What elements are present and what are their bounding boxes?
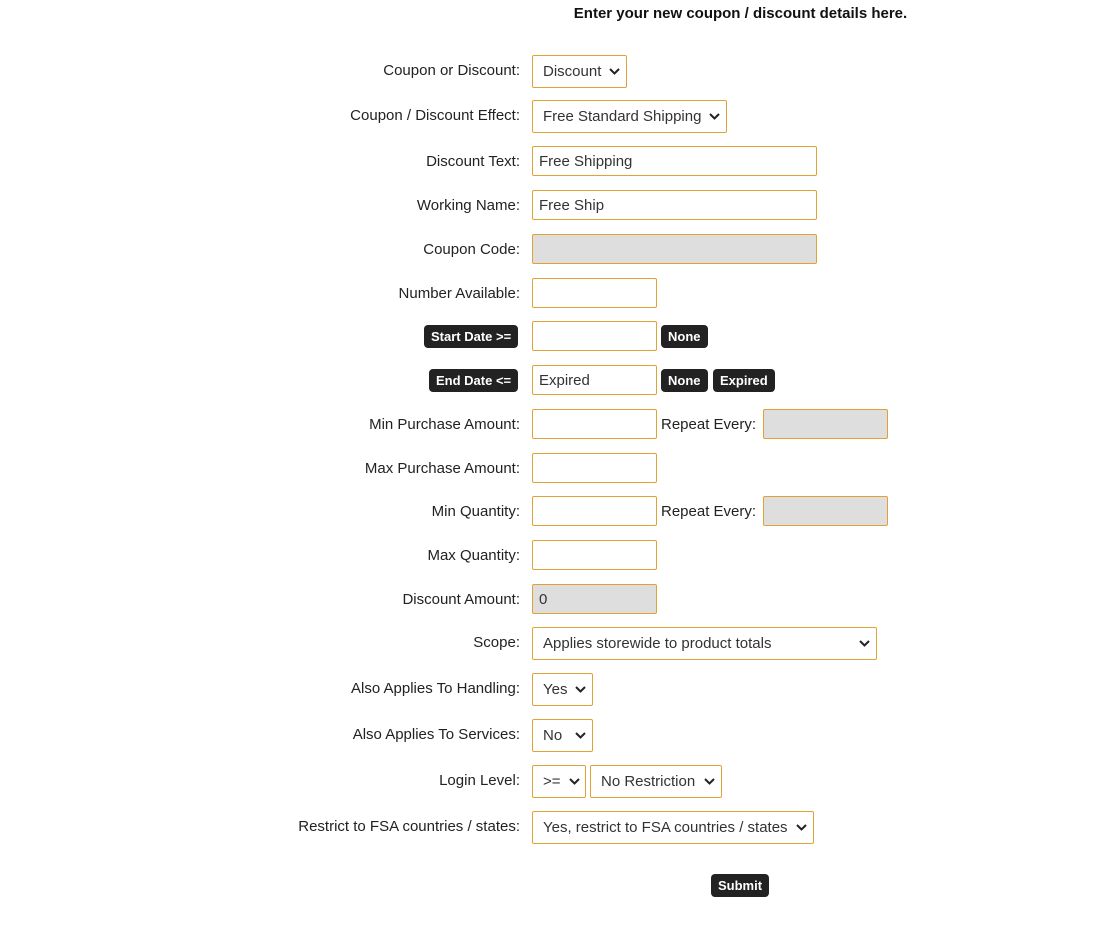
min-quantity-repeat-label: Repeat Every: xyxy=(661,503,757,520)
chevron-down-icon xyxy=(851,640,870,647)
end-date-expired-button[interactable]: Expired xyxy=(713,369,775,392)
row-coupon-code xyxy=(0,234,1110,266)
max-purchase-input[interactable] xyxy=(532,453,657,483)
login-level-operator-select[interactable] xyxy=(532,765,586,798)
working-name-input[interactable] xyxy=(532,190,817,220)
effect-label: Coupon / Discount Effect: xyxy=(350,107,520,124)
row-fsa xyxy=(0,811,1110,843)
max-quantity-label: Max Quantity: xyxy=(427,547,520,564)
services-select[interactable] xyxy=(532,719,593,752)
discount-amount-input xyxy=(532,584,657,614)
login-level-operator-value: >= xyxy=(543,773,561,790)
number-available-label: Number Available: xyxy=(398,285,520,302)
fsa-label: Restrict to FSA countries / states: xyxy=(298,818,520,835)
end-date-button[interactable]: End Date <= xyxy=(429,369,518,392)
end-date-none-button[interactable]: None xyxy=(661,369,708,392)
min-purchase-label: Min Purchase Amount: xyxy=(369,416,520,433)
row-min-quantity xyxy=(0,496,1110,528)
min-purchase-repeat-input xyxy=(763,409,888,439)
login-level-select[interactable] xyxy=(590,765,722,798)
row-services xyxy=(0,719,1110,751)
services-value: No xyxy=(543,727,563,744)
chevron-down-icon xyxy=(701,113,720,120)
discount-text-input[interactable] xyxy=(532,146,817,176)
min-quantity-input[interactable] xyxy=(532,496,657,526)
handling-label: Also Applies To Handling: xyxy=(351,680,520,697)
row-start-date xyxy=(0,321,1110,353)
start-date-input[interactable] xyxy=(532,321,657,351)
chevron-down-icon xyxy=(601,68,620,75)
start-date-button[interactable]: Start Date >= xyxy=(424,325,518,348)
chevron-down-icon xyxy=(696,778,715,785)
row-coupon-or-discount xyxy=(0,55,1110,87)
login-level-value: No Restriction xyxy=(601,773,696,790)
end-date-input[interactable] xyxy=(532,365,657,395)
min-purchase-input[interactable] xyxy=(532,409,657,439)
working-name-label: Working Name: xyxy=(416,197,520,214)
row-handling xyxy=(0,673,1110,705)
fsa-select[interactable] xyxy=(532,811,814,844)
start-date-none-button[interactable]: None xyxy=(661,325,708,348)
scope-label: Scope: xyxy=(473,634,520,651)
min-purchase-repeat-label: Repeat Every: xyxy=(661,416,757,433)
row-working-name xyxy=(0,190,1110,222)
chevron-down-icon xyxy=(567,686,586,693)
effect-select[interactable] xyxy=(532,100,727,133)
services-label: Also Applies To Services: xyxy=(352,726,520,743)
min-quantity-label: Min Quantity: xyxy=(431,503,520,520)
row-max-purchase xyxy=(0,453,1110,485)
effect-value: Free Standard Shipping xyxy=(543,108,702,125)
handling-select[interactable] xyxy=(532,673,593,706)
row-end-date xyxy=(0,365,1110,397)
row-effect xyxy=(0,100,1110,132)
row-discount-amount xyxy=(0,584,1110,616)
login-level-label: Login Level: xyxy=(439,772,520,789)
row-login-level xyxy=(0,765,1110,797)
handling-value: Yes xyxy=(543,681,568,698)
coupon-or-discount-label: Coupon or Discount: xyxy=(383,62,520,79)
min-quantity-repeat-input xyxy=(763,496,888,526)
max-purchase-label: Max Purchase Amount: xyxy=(364,460,520,477)
max-quantity-input[interactable] xyxy=(532,540,657,570)
row-scope xyxy=(0,627,1110,659)
row-discount-text xyxy=(0,146,1110,178)
coupon-or-discount-select[interactable] xyxy=(532,55,627,88)
chevron-down-icon xyxy=(567,732,586,739)
scope-value: Applies storewide to product totals xyxy=(543,635,772,652)
chevron-down-icon xyxy=(561,778,580,785)
scope-select[interactable] xyxy=(532,627,877,660)
submit-button[interactable]: Submit xyxy=(711,874,769,897)
row-min-purchase xyxy=(0,409,1110,441)
discount-amount-label: Discount Amount: xyxy=(402,591,520,608)
row-max-quantity xyxy=(0,540,1110,572)
row-number-available xyxy=(0,278,1110,310)
number-available-input[interactable] xyxy=(532,278,657,308)
coupon-code-input xyxy=(532,234,817,264)
coupon-or-discount-value: Discount xyxy=(543,63,602,80)
coupon-code-label: Coupon Code: xyxy=(423,241,520,258)
discount-text-label: Discount Text: xyxy=(426,153,520,170)
chevron-down-icon xyxy=(788,824,807,831)
page-title: Enter your new coupon / discount details here. xyxy=(573,5,908,22)
fsa-value: Yes, restrict to FSA countries / states xyxy=(543,819,788,836)
